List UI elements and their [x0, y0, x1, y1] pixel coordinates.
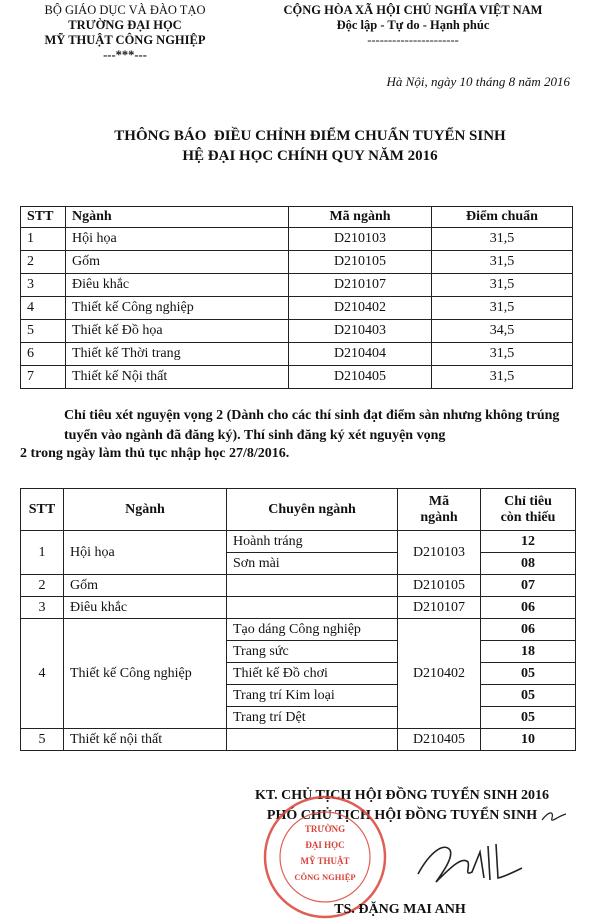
col-header-stt: STT — [21, 489, 64, 531]
cell-ma-nganh: D210405 — [398, 729, 481, 751]
table-row — [21, 531, 576, 553]
cell-stt: 6 — [21, 343, 66, 366]
cell-chuyen-nganh: Sơn mài — [227, 553, 398, 575]
table-row — [21, 251, 573, 274]
table-row — [21, 320, 573, 343]
signature-title-line2: PHÓ CHỦ TỊCH HỘI ĐỒNG TUYỂN SINH — [266, 808, 538, 823]
header-left-divider: ---***--- — [103, 48, 147, 62]
cell-ma-nganh: D210105 — [398, 575, 481, 597]
table-row — [21, 228, 573, 251]
national-motto: Độc lập - Tự do - Hạnh phúc — [336, 18, 490, 32]
cell-stt: 5 — [21, 729, 64, 751]
cell-ma-nganh: D210107 — [398, 597, 481, 619]
signature-title-line1: KT. CHỦ TỊCH HỘI ĐỒNG TUYỂN SINH 2016 — [254, 788, 550, 803]
cell-stt: 2 — [21, 575, 64, 597]
header-left — [20, 3, 230, 63]
cell-nganh: Gốm — [66, 251, 289, 274]
cell-chi-tieu: 06 — [481, 619, 576, 641]
cell-chuyen-nganh: Tạo dáng Công nghiệp — [227, 619, 398, 641]
header-right-divider: ---------------------- — [367, 33, 459, 47]
cell-nganh: Thiết kế Đồ họa — [66, 320, 289, 343]
cell-chuyen-nganh: Trang sức — [227, 641, 398, 663]
cell-nganh: Thiết kế Công nghiệp — [64, 619, 227, 729]
cell-nganh: Điêu khắc — [66, 274, 289, 297]
table-header-row — [21, 489, 576, 531]
table-header-row — [21, 207, 573, 228]
cell-ma-nganh: D210402 — [398, 619, 481, 729]
cell-diem-chuan: 31,5 — [432, 366, 573, 389]
table-row — [21, 575, 576, 597]
cell-ma-nganh: D210402 — [289, 297, 432, 320]
ma-nganh-label-1: Mã — [428, 493, 450, 509]
stamp-line3: MỸ THUẬT — [300, 856, 350, 866]
col-header-ma-nganh: Mã ngành — [289, 207, 432, 228]
cell-stt: 5 — [21, 320, 66, 343]
cell-chi-tieu: 05 — [481, 685, 576, 707]
cell-nganh: Thiết kế Thời trang — [66, 343, 289, 366]
cell-nganh: Thiết kế Công nghiệp — [66, 297, 289, 320]
cell-chi-tieu: 05 — [481, 707, 576, 729]
cell-chuyen-nganh — [227, 597, 398, 619]
cell-stt: 2 — [21, 251, 66, 274]
note-paragraph-end: 2 trong ngày làm thủ tục nhập học 27/8/2016. — [20, 446, 290, 461]
cell-chi-tieu: 07 — [481, 575, 576, 597]
quota-table — [20, 488, 576, 751]
initial-mark — [540, 808, 568, 826]
cell-nganh: Thiết kế nội thất — [64, 729, 227, 751]
cell-chi-tieu: 18 — [481, 641, 576, 663]
cell-stt: 3 — [21, 274, 66, 297]
handwritten-signature — [410, 832, 530, 892]
cell-stt: 1 — [21, 228, 66, 251]
cell-chuyen-nganh: Thiết kế Đồ chơi — [227, 663, 398, 685]
table-row — [21, 366, 573, 389]
cell-diem-chuan: 31,5 — [432, 228, 573, 251]
cell-chuyen-nganh — [227, 575, 398, 597]
cell-diem-chuan: 34,5 — [432, 320, 573, 343]
cell-chi-tieu: 10 — [481, 729, 576, 751]
signatory-name: TS. ĐẶNG MAI ANH — [334, 902, 466, 917]
cell-diem-chuan: 31,5 — [432, 274, 573, 297]
school-name-line2: MỸ THUẬT CÔNG NGHIỆP — [44, 33, 206, 47]
country-name: CỘNG HÒA XÃ HỘI CHỦ NGHĨA VIỆT NAM — [283, 3, 543, 17]
cell-nganh: Gốm — [64, 575, 227, 597]
stamp-line2: ĐẠI HỌC — [305, 840, 345, 850]
chi-tieu-label-2: còn thiếu — [500, 509, 556, 525]
cell-chi-tieu: 12 — [481, 531, 576, 553]
col-header-chuyen-nganh: Chuyên ngành — [227, 489, 398, 531]
header-right — [248, 3, 578, 48]
cell-stt: 1 — [21, 531, 64, 575]
ma-nganh-label-2: ngành — [420, 509, 458, 525]
cell-stt: 7 — [21, 366, 66, 389]
note-paragraph: Chỉ tiêu xét nguyện vọng 2 (Dành cho các thí sinh đạt điểm sàn nhưng không trúng tuyển vào ngành đã đăng ký). Thí sinh đăng ký xét nguyện vọng — [64, 408, 560, 443]
table-row — [21, 597, 576, 619]
cell-diem-chuan: 31,5 — [432, 297, 573, 320]
cell-ma-nganh: D210103 — [289, 228, 432, 251]
table-row — [21, 619, 576, 641]
cell-ma-nganh: D210404 — [289, 343, 432, 366]
dateline: Hà Nội, ngày 10 tháng 8 năm 2016 — [386, 74, 570, 89]
cell-ma-nganh: D210107 — [289, 274, 432, 297]
cell-ma-nganh: D210403 — [289, 320, 432, 343]
col-header-stt: STT — [21, 207, 66, 228]
cell-ma-nganh: D210105 — [289, 251, 432, 274]
cell-chuyen-nganh — [227, 729, 398, 751]
cell-chi-tieu: 08 — [481, 553, 576, 575]
table-row — [21, 297, 573, 320]
table-row — [21, 343, 573, 366]
cell-diem-chuan: 31,5 — [432, 343, 573, 366]
col-header-nganh: Ngành — [64, 489, 227, 531]
cell-chi-tieu: 06 — [481, 597, 576, 619]
col-header-ma-nganh — [398, 489, 481, 531]
stamp-line4: CÔNG NGHIỆP — [294, 872, 356, 882]
cell-nganh: Thiết kế Nội thất — [66, 366, 289, 389]
document-title — [40, 126, 580, 166]
cell-nganh: Hội họa — [64, 531, 227, 575]
cell-stt: 4 — [21, 297, 66, 320]
col-header-diem-chuan: Điểm chuẩn — [432, 207, 573, 228]
col-header-nganh: Ngành — [66, 207, 289, 228]
cell-stt: 3 — [21, 597, 64, 619]
table-row — [21, 729, 576, 751]
cell-nganh: Hội họa — [66, 228, 289, 251]
col-header-chi-tieu — [481, 489, 576, 531]
cell-diem-chuan: 31,5 — [432, 251, 573, 274]
cell-nganh: Điêu khắc — [64, 597, 227, 619]
stamp-line1: TRƯỜNG — [304, 824, 346, 834]
ministry-name: BỘ GIÁO DỤC VÀ ĐÀO TẠO — [44, 3, 206, 17]
cell-ma-nganh: D210103 — [398, 531, 481, 575]
title-line1: THÔNG BÁO ĐIỀU CHỈNH ĐIỂM CHUẨN TUYỂN SINH — [114, 128, 506, 144]
cell-chuyen-nganh: Trang trí Kim loại — [227, 685, 398, 707]
cell-chi-tieu: 05 — [481, 663, 576, 685]
table-row — [21, 274, 573, 297]
cutoff-score-table — [20, 206, 573, 389]
cell-chuyen-nganh: Trang trí Dệt — [227, 707, 398, 729]
cell-chuyen-nganh: Hoành tráng — [227, 531, 398, 553]
cell-stt: 4 — [21, 619, 64, 729]
title-line2: HỆ ĐẠI HỌC CHÍNH QUY NĂM 2016 — [182, 148, 438, 164]
cell-ma-nganh: D210405 — [289, 366, 432, 389]
chi-tieu-label-1: Chỉ tiêu — [504, 493, 552, 509]
school-name-line1: TRƯỜNG ĐẠI HỌC — [68, 18, 182, 32]
